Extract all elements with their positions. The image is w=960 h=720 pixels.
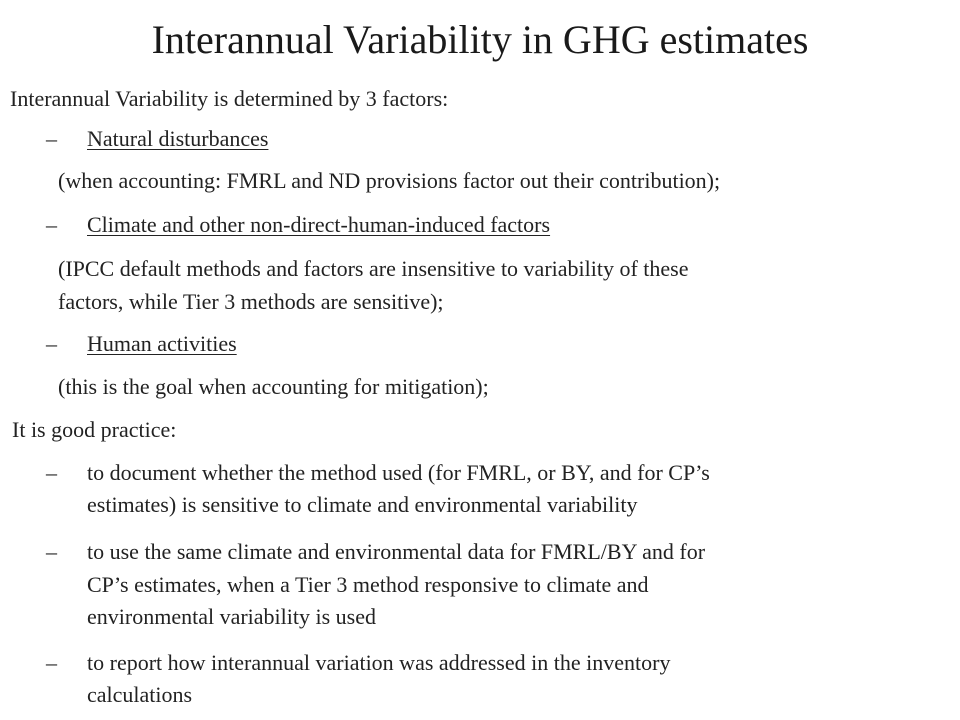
dash-bullet: – <box>46 460 57 485</box>
practice-item-report-line2: calculations <box>87 682 193 707</box>
factor-heading-climate: Climate and other non-direct-human-induced factors <box>87 212 551 237</box>
dash-bullet: – <box>46 212 57 237</box>
factor-note-climate-line1: (IPCC default methods and factors are insensitive to variability of these <box>58 256 689 281</box>
slide-title: Interannual Variability in GHG estimates <box>151 17 809 62</box>
practice-item-same-data-line1: to use the same climate and environmental data for FMRL/BY and for <box>87 539 706 564</box>
factor-heading-natural: Natural disturbances <box>87 126 269 151</box>
factor-heading-human: Human activities <box>87 331 237 356</box>
factor-note-human: (this is the goal when accounting for mitigation); <box>58 374 489 399</box>
dash-bullet: – <box>46 650 57 675</box>
practice-heading: It is good practice: <box>12 417 177 442</box>
practice-item-document-line1: to document whether the method used (for FMRL, or BY, and for CP’s <box>87 460 710 485</box>
factor-note-climate-line2: factors, while Tier 3 methods are sensitive); <box>58 289 444 314</box>
practice-item-same-data-line2: CP’s estimates, when a Tier 3 method responsive to climate and <box>87 572 649 597</box>
dash-bullet: – <box>46 331 57 356</box>
practice-item-document-line2: estimates) is sensitive to climate and environmental variability <box>87 492 638 517</box>
practice-item-same-data-line3: environmental variability is used <box>87 604 376 629</box>
dash-bullet: – <box>46 539 57 564</box>
practice-item-report-line1: to report how interannual variation was addressed in the inventory <box>87 650 671 675</box>
factor-note-natural: (when accounting: FMRL and ND provisions factor out their contribution); <box>58 168 721 193</box>
intro-text: Interannual Variability is determined by 3 factors: <box>10 86 449 111</box>
dash-bullet: – <box>46 126 57 151</box>
